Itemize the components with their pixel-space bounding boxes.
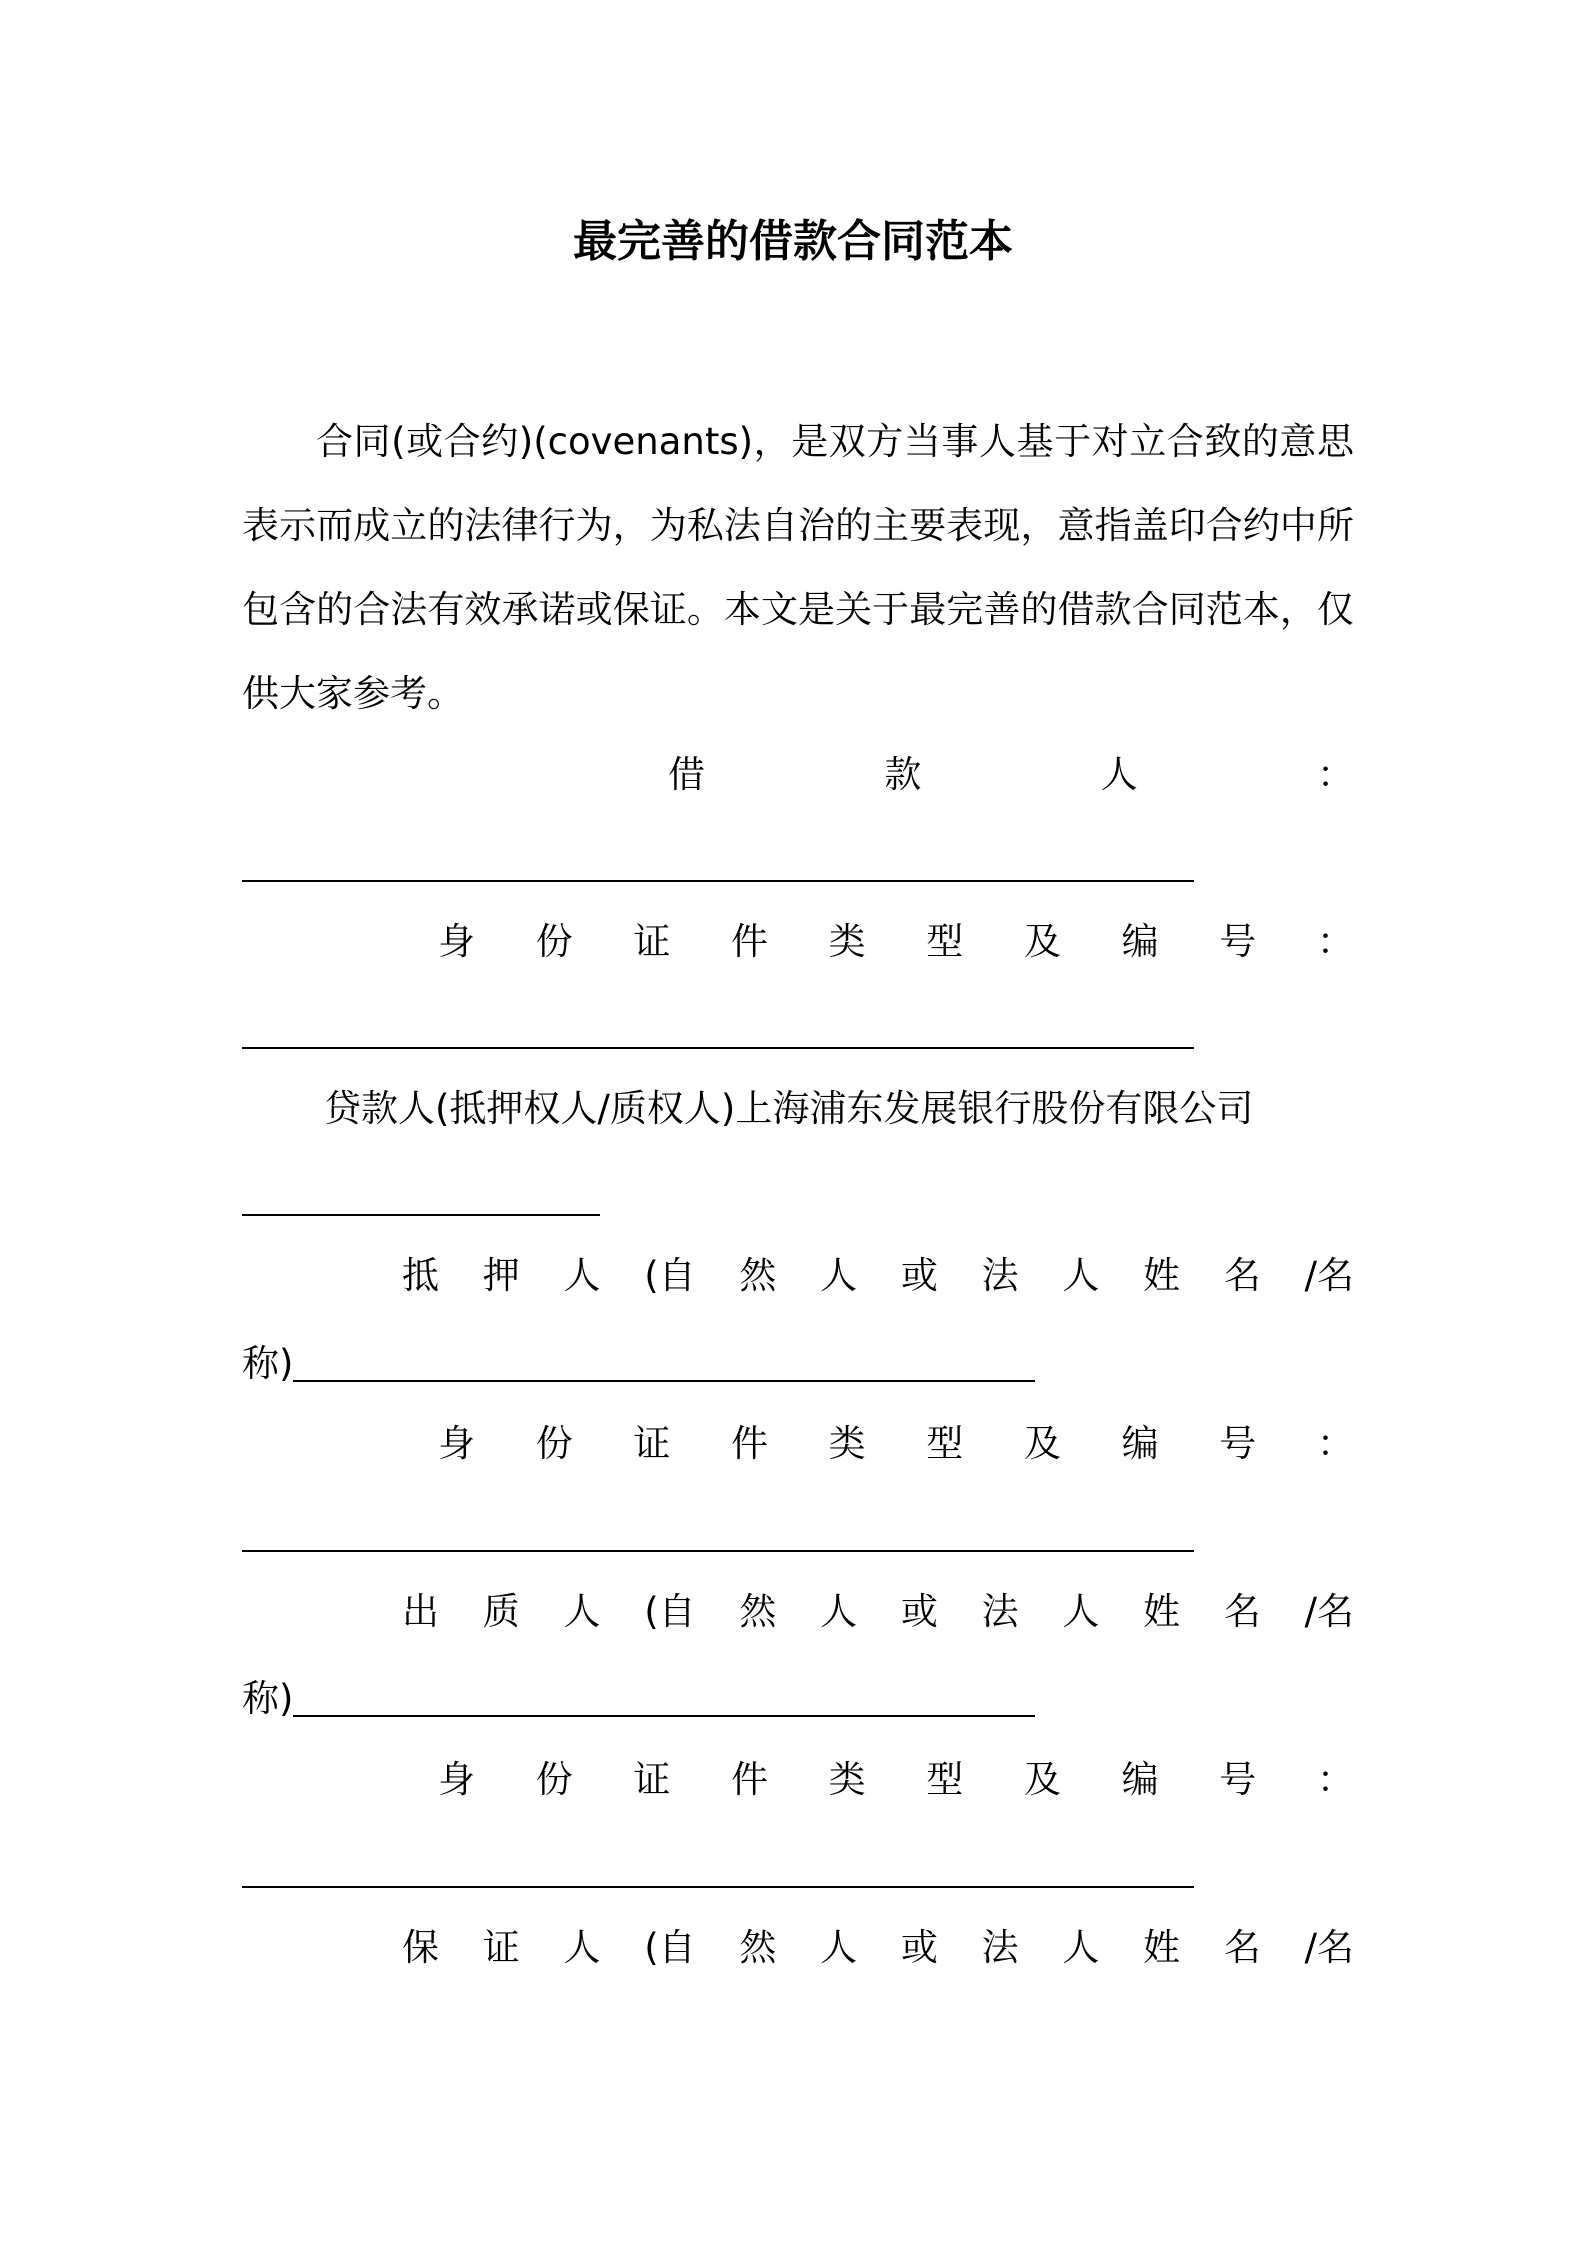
label-char: 法 (981, 1926, 1019, 1969)
label-char: 件 (730, 920, 768, 963)
label-char: 号 (1219, 920, 1257, 963)
label-char: 编 (1121, 920, 1159, 963)
label-char: 号 (1219, 1758, 1257, 1801)
label-char: 份 (535, 920, 573, 963)
label-char: 份 (535, 1422, 573, 1465)
mortgagor-tail-text: 称) (242, 1342, 294, 1385)
label-char: 证 (482, 1926, 520, 1969)
borrower-id-label (242, 914, 1354, 970)
label-char: ： (1316, 920, 1354, 963)
label-char: 及 (1023, 1758, 1061, 1801)
mortgagor-tail (242, 1336, 1035, 1392)
label-char: 法 (981, 1254, 1019, 1297)
pledgor-tail (242, 1671, 1035, 1727)
label-char: 份 (535, 1758, 573, 1801)
label-char: 型 (926, 920, 964, 963)
label-char: 人 (1062, 1926, 1100, 1969)
label-char: 号 (1219, 1422, 1257, 1465)
label-char: 然 (739, 1926, 777, 1969)
label-char: 名 (1223, 1254, 1261, 1297)
borrower-id-blank (242, 1047, 1194, 1049)
intro-paragraph: 合同(或合约)(covenants)，是双方当事人基于对立合致的意思表示而成立的法律行为，为私法自治的主要表现，意指盖印合约中所包含的合法有效承诺或保证。本文是关于最完善的借款合同范本，仅供大家参考。 (242, 420, 1354, 715)
pledgor-tail-text: 称) (242, 1677, 294, 1720)
label-char: 类 (828, 920, 866, 963)
label-char: 件 (730, 1758, 768, 1801)
label-char: 编 (1121, 1758, 1159, 1801)
label-char: 出 (402, 1590, 439, 1633)
label-char: 型 (926, 1758, 964, 1801)
label-char: 证 (633, 1422, 671, 1465)
label-char: 身 (438, 1758, 475, 1801)
label-char: 或 (900, 1590, 938, 1633)
mortgagor-id-blank (242, 1550, 1194, 1552)
label-char: 款 (884, 753, 922, 796)
label-char: 型 (926, 1422, 964, 1465)
label-char: /名 (1304, 1590, 1354, 1633)
label-char: 人 (820, 1254, 858, 1297)
label-char: 名 (1223, 1590, 1261, 1633)
mortgagor-id-label (242, 1416, 1354, 1472)
pledgor-id-blank (242, 1886, 1194, 1888)
borrower-label (242, 747, 1354, 803)
label-char: (自 (644, 1926, 696, 1969)
label-char: 或 (900, 1926, 938, 1969)
mortgagor-label (242, 1248, 1354, 1304)
label-char: 类 (828, 1758, 866, 1801)
document-title: 最完善的借款合同范本 (573, 216, 1013, 267)
label-char: (自 (644, 1590, 696, 1633)
label-char: 人 (1062, 1590, 1100, 1633)
label-char: 质 (482, 1590, 520, 1633)
label-char: 人 (1100, 753, 1138, 796)
label-char: 人 (820, 1926, 858, 1969)
label-char: 及 (1023, 1422, 1061, 1465)
label-char: 人 (563, 1254, 601, 1297)
label-char: 人 (563, 1926, 601, 1969)
label-char: 身 (438, 1422, 475, 1465)
label-char: 姓 (1143, 1926, 1181, 1969)
label-char: 人 (1062, 1254, 1100, 1297)
label-char: ： (1316, 753, 1354, 796)
label-char: 件 (730, 1422, 768, 1465)
label-char: 类 (828, 1422, 866, 1465)
borrower-blank (242, 880, 1194, 882)
label-char: 姓 (1143, 1590, 1181, 1633)
label-char: ： (1316, 1758, 1354, 1801)
pledgor-label (242, 1584, 1354, 1640)
label-char: 抵 (402, 1254, 439, 1297)
label-char: 然 (739, 1254, 777, 1297)
mortgagor-blank (293, 1380, 1035, 1382)
label-char: 然 (739, 1590, 777, 1633)
pledgor-blank (293, 1715, 1035, 1717)
label-char: 人 (563, 1590, 601, 1633)
label-char: 借 (668, 753, 705, 796)
label-char: 法 (981, 1590, 1019, 1633)
label-char: /名 (1304, 1254, 1354, 1297)
lender-line: 贷款人(抵押权人/质权人)上海浦东发展银行股份有限公司 (324, 1087, 1254, 1130)
label-char: 证 (633, 920, 671, 963)
label-char: 名 (1223, 1926, 1261, 1969)
label-char: 人 (820, 1590, 858, 1633)
label-char: 押 (482, 1254, 520, 1297)
label-char: 编 (1121, 1422, 1159, 1465)
label-char: 保 (402, 1926, 439, 1969)
label-char: 证 (633, 1758, 671, 1801)
label-char: (自 (644, 1254, 696, 1297)
label-char: 身 (438, 920, 475, 963)
pledgor-id-label (242, 1752, 1354, 1808)
label-char: ： (1316, 1422, 1354, 1465)
label-char: /名 (1304, 1926, 1354, 1969)
label-char: 姓 (1143, 1254, 1181, 1297)
guarantor-label (242, 1920, 1354, 1976)
lender-blank (242, 1214, 600, 1216)
label-char: 及 (1023, 920, 1061, 963)
label-char: 或 (900, 1254, 938, 1297)
